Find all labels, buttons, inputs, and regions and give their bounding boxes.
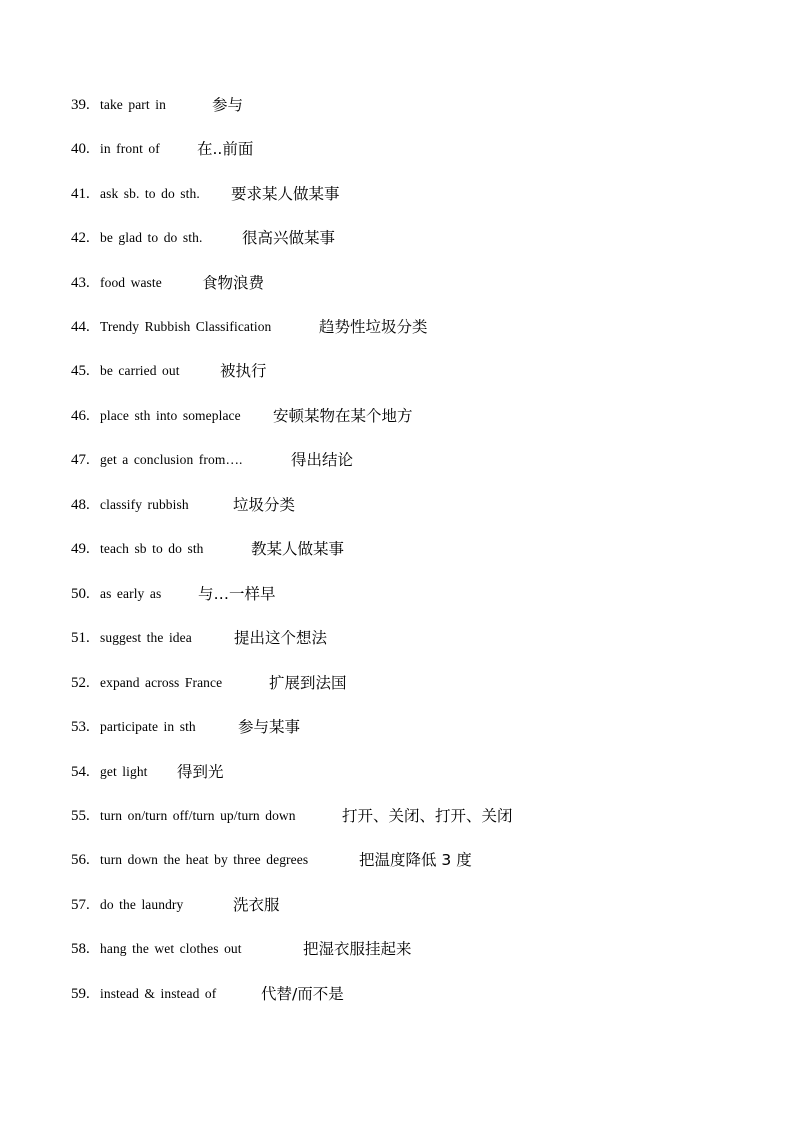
entry-english: ask sb. to do sth. (100, 186, 200, 201)
entry-english: participate in sth (100, 719, 196, 734)
vocab-entry-40 (71, 137, 254, 161)
entry-number: 53. (71, 719, 90, 735)
entry-chinese: 得到光 (177, 763, 224, 781)
entry-english: as early as (100, 586, 162, 601)
entry-number: 43. (71, 275, 90, 291)
vocab-entry-53 (71, 715, 301, 739)
vocab-entry-48 (71, 493, 296, 517)
entry-number: 58. (71, 941, 90, 957)
entry-english: turn down the heat by three degrees (100, 852, 309, 867)
entry-number: 47. (71, 452, 90, 468)
vocab-entry-54 (71, 760, 224, 784)
entry-english: do the laundry (100, 897, 184, 912)
entry-english: hang the wet clothes out (100, 941, 242, 956)
entry-chinese: 与…一样早 (198, 585, 276, 603)
vocab-entry-45 (71, 359, 267, 383)
entry-chinese: 安顿某物在某个地方 (273, 407, 413, 425)
entry-english: place sth into someplace (100, 408, 241, 423)
entry-english: be carried out (100, 363, 180, 378)
vocab-entry-46 (71, 404, 413, 428)
vocab-entry-56 (71, 848, 472, 872)
entry-english: food waste (100, 275, 162, 290)
vocab-entry-51 (71, 626, 328, 650)
entry-number: 42. (71, 230, 90, 246)
vocab-entry-44 (71, 315, 428, 339)
vocab-entry-49 (71, 537, 345, 561)
entry-english: be glad to do sth. (100, 230, 203, 245)
entry-chinese: 很高兴做某事 (242, 229, 336, 247)
entry-number: 54. (71, 764, 90, 780)
vocab-entry-58 (71, 937, 412, 961)
entry-english: instead & instead of (100, 986, 217, 1001)
entry-number: 59. (71, 986, 90, 1002)
entry-number: 57. (71, 897, 90, 913)
entry-chinese: 要求某人做某事 (231, 185, 340, 203)
entry-number: 55. (71, 808, 90, 824)
entry-english: get a conclusion from…. (100, 452, 243, 467)
entry-english: classify rubbish (100, 497, 189, 512)
entry-number: 48. (71, 497, 90, 513)
entry-chinese: 垃圾分类 (233, 496, 296, 514)
vocab-entry-39 (71, 93, 244, 117)
entry-number: 39. (71, 97, 90, 113)
entry-chinese: 打开、关闭、打开、关闭 (342, 807, 513, 825)
entry-chinese: 洗衣服 (233, 896, 280, 914)
entry-english: take part in (100, 97, 166, 112)
entry-chinese: 参与 (212, 96, 244, 114)
entry-english: in front of (100, 141, 160, 156)
vocab-entry-59 (71, 982, 344, 1006)
vocab-entry-55 (71, 804, 513, 828)
entry-english: teach sb to do sth (100, 541, 204, 556)
entry-number: 56. (71, 852, 90, 868)
vocab-entry-41 (71, 182, 340, 206)
entry-english: expand across France (100, 675, 223, 690)
entry-chinese: 在..前面 (197, 140, 254, 158)
entry-chinese: 被执行 (220, 362, 267, 380)
entry-chinese: 趋势性垃圾分类 (319, 318, 428, 336)
vocab-entry-42 (71, 226, 336, 250)
vocab-entry-52 (71, 671, 347, 695)
entry-chinese: 提出这个想法 (234, 629, 328, 647)
vocab-entry-43 (71, 271, 265, 295)
entry-number: 44. (71, 319, 90, 335)
entry-chinese: 扩展到法国 (269, 674, 347, 692)
entry-english: turn on/turn off/turn up/turn down (100, 808, 296, 823)
entry-number: 41. (71, 186, 90, 202)
vocab-entry-50 (71, 582, 276, 606)
entry-chinese: 把湿衣服挂起来 (303, 940, 412, 958)
entry-english: suggest the idea (100, 630, 192, 645)
vocab-entry-57 (71, 893, 280, 917)
entry-english: Trendy Rubbish Classification (100, 319, 272, 334)
entry-number: 52. (71, 675, 90, 691)
entry-number: 40. (71, 141, 90, 157)
entry-number: 45. (71, 363, 90, 379)
entry-chinese: 教某人做某事 (251, 540, 345, 558)
entry-chinese: 代替/而不是 (261, 985, 344, 1003)
entry-chinese: 得出结论 (291, 451, 354, 469)
entry-number: 49. (71, 541, 90, 557)
entry-number: 50. (71, 586, 90, 602)
entry-number: 51. (71, 630, 90, 646)
entry-chinese: 把温度降低 3 度 (359, 851, 472, 869)
entry-chinese: 食物浪费 (202, 274, 265, 292)
entry-chinese: 参与某事 (238, 718, 301, 736)
entry-number: 46. (71, 408, 90, 424)
entry-english: get light (100, 764, 148, 779)
vocab-entry-47 (71, 448, 354, 472)
